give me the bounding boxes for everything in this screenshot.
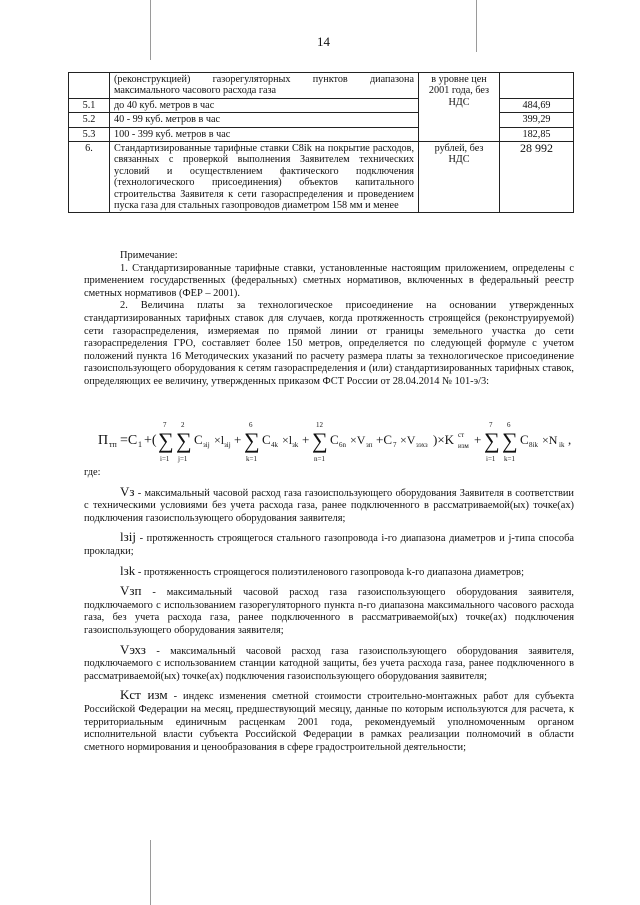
- svg-text:С: С: [262, 432, 271, 447]
- table-cell-unit: в уровне цен 2001 года, без НДС: [419, 73, 500, 142]
- table-cell-desc: до 40 куб. метров в час: [110, 98, 419, 112]
- definition-vzp: Vзп - максимальный часовой расход газа газоиспользующего оборудования заявителя, подключаемого с использованием газорегуляторного пункта n-го диапазона максимального часового расхода газа, без учета расхода газа, ранее подключенного в рассматриваемой(ых) точке(ах) подключения газоиспользующего оборудования заявителя;: [84, 583, 574, 636]
- svg-text:ст: ст: [458, 431, 465, 439]
- svg-text:зij: зij: [224, 441, 231, 449]
- svg-text:∑: ∑: [312, 428, 328, 453]
- svg-text:+: +: [474, 432, 482, 447]
- svg-text:=С: =С: [120, 433, 138, 448]
- scan-artifact-top-right: [476, 0, 477, 52]
- svg-text:7: 7: [489, 421, 493, 429]
- svg-text:×N: ×N: [542, 433, 558, 447]
- svg-text:изм: изм: [458, 442, 469, 450]
- note-paragraph-2: 2. Величина платы за технологическое присоединение на основании утвержденных стандартизированных тарифных ставок для случаев, когда протяженность строящейся (реконструируемой) сети газораспределения, измеряемая по прямой линии от границы земельного участка до сети газораспределения ГРО, составляет более 150 метров, определяется по следующей формуле с учетом положений пункта 16 Методических указаний по расчету размера платы за технологическое присоединение газоиспользующего оборудования к сетям газораспределения и (или) стандартизированных тарифных ставок, определяющих ее величину, утвержденных приказом ФСТ России от 28.04.2014 № 101-э/3:: [84, 300, 574, 387]
- svg-text:+: +: [302, 432, 310, 447]
- svg-text:×l: ×l: [214, 433, 225, 447]
- svg-text:зk: зk: [292, 441, 299, 449]
- definition-vz: Vз - максимальный часовой расход газа газоиспользующего оборудования Заявителя в соответствии с техническими условиями без учета расхода газа, ранее подключенного в рассматриваемой(ых) точке(ах) подключения газоиспользующего оборудования заявителя;: [84, 483, 574, 524]
- svg-text:∑: ∑: [158, 428, 174, 453]
- svg-text:зп: зп: [366, 441, 373, 449]
- svg-text:+: +: [234, 432, 242, 447]
- svg-text:7: 7: [163, 421, 167, 429]
- table-cell-price: 399,29: [500, 113, 574, 127]
- svg-text:6n: 6n: [339, 441, 346, 449]
- definition-lzk: lзk - протяженность строящегося полиэтиленового газопровода k-го диапазона диаметров;: [120, 562, 524, 578]
- svg-text:∑: ∑: [176, 428, 192, 453]
- symbol-vzp: Vзп: [120, 583, 142, 599]
- svg-text:1: 1: [138, 440, 142, 449]
- svg-text:12: 12: [316, 421, 323, 429]
- table-cell-desc: (реконструкцией) газорегуляторных пунктов диапазона максимального часового расхода газа: [110, 73, 419, 99]
- svg-text:+С: +С: [376, 432, 393, 447]
- svg-text:6: 6: [507, 421, 511, 429]
- svg-text:)×K: )×K: [433, 432, 455, 447]
- table-cell-price: 182,85: [500, 127, 574, 141]
- notes-block: [84, 250, 574, 389]
- symbol-lzk: lзk: [120, 562, 136, 578]
- definition-lzij: lзij - протяженность строящегося стального газопровода i-го диапазона диаметров и j-типа способа прокладки;: [84, 529, 574, 557]
- symbol-vehz: Vэхз: [120, 641, 146, 657]
- svg-text:8ik: 8ik: [529, 441, 538, 449]
- table-cell-price: 484,69: [500, 98, 574, 112]
- tariff-table: [68, 72, 574, 213]
- svg-text:∑: ∑: [244, 428, 260, 453]
- svg-text:С: С: [330, 432, 339, 447]
- table-cell-desc: 40 - 99 куб. метров в час: [110, 113, 419, 127]
- where-label: где:: [84, 467, 101, 478]
- svg-text:×l: ×l: [282, 433, 293, 447]
- definition-vehz: Vэхз - максимальный часовой расход газа газоиспользующего оборудования заявителя, подключаемого с использованием станции катодной защиты, без учета расхода газа, ранее подключенного в рассматриваемой(ых) точке(ах) подключения газоиспользующего оборудования заявителя;: [84, 641, 574, 682]
- table-cell-num: 6.: [69, 142, 110, 213]
- svg-text:+(: +(: [144, 433, 157, 448]
- svg-text:∑: ∑: [502, 428, 518, 453]
- svg-text:∑: ∑: [484, 428, 500, 453]
- definition-kst: Kст изм - индекс изменения сметной стоимости строительно-монтажных работ для субъекта Российской Федерации на месяц, предшествующий месяцу, данные по которым используются для расчета, к территориальным единичным расценкам 2001 года, рекомендуемый уполномоченным органом исполнительной власти субъекта Российской Федерации в рамках реализации полномочий в области сметного нормирования и ценообразования в сфере градостроительной деятельности;: [84, 687, 574, 753]
- notes-heading: Примечание:: [120, 250, 178, 261]
- note-paragraph-1: 1. Стандартизированные тарифные ставки, установленные настоящим приложением, определены с применением государственных (федеральных) сметных нормативов, включенных в федеральный реестр сметных нормативов (ФЕР – 2001).: [84, 262, 574, 299]
- svg-text:,: ,: [568, 432, 572, 447]
- svg-text:n=1: n=1: [314, 455, 325, 463]
- svg-text:зэхз: зэхз: [416, 441, 428, 449]
- svg-text:П: П: [98, 433, 109, 448]
- svg-text:i=1: i=1: [486, 455, 496, 463]
- definitions-block: [84, 467, 574, 754]
- svg-text:4k: 4k: [271, 441, 278, 449]
- svg-text:k=1: k=1: [246, 455, 257, 463]
- payment-formula: [96, 417, 596, 463]
- svg-text:j=1: j=1: [178, 455, 188, 463]
- svg-text:k=1: k=1: [504, 455, 515, 463]
- table-cell-num: [69, 73, 110, 99]
- svg-text:6: 6: [249, 421, 253, 429]
- table-cell-unit: рублей, без НДС: [419, 142, 500, 213]
- table-row: [69, 142, 574, 213]
- svg-text:ik: ik: [559, 441, 565, 449]
- scan-artifact-top: [150, 0, 151, 60]
- table-cell-desc: Стандартизированные тарифные ставки C8ik на покрытие расходов, связанных с проверкой выполнения Заявителем технических условий и осуществлением фактического подключения (технологического присоединения) объектов капитального строительства Заявителя к сети газораспределения и проведением пуска газа для стальных газопроводов диаметром 158 мм и менее: [110, 142, 419, 213]
- svg-text:2: 2: [181, 421, 185, 429]
- table-cell-num: 5.1: [69, 98, 110, 112]
- table-cell-num: 5.2: [69, 113, 110, 127]
- page-number: 14: [317, 34, 330, 49]
- svg-text:С: С: [194, 432, 203, 447]
- svg-text:зij: зij: [203, 441, 210, 449]
- table-cell-price: 28 992: [500, 142, 574, 213]
- symbol-kst: Kст изм: [120, 687, 168, 703]
- symbol-vz: Vз: [120, 483, 135, 499]
- scan-artifact-bottom: [150, 840, 151, 905]
- svg-text:7: 7: [393, 441, 397, 449]
- svg-text:×V: ×V: [350, 433, 366, 447]
- table-row: [69, 73, 574, 99]
- svg-text:i=1: i=1: [160, 455, 170, 463]
- table-cell-price: [500, 73, 574, 99]
- table-cell-desc: 100 - 399 куб. метров в час: [110, 127, 419, 141]
- svg-text:тп: тп: [109, 440, 117, 449]
- svg-text:×V: ×V: [400, 433, 416, 447]
- symbol-lzij: lзij: [120, 529, 136, 545]
- table-cell-num: 5.3: [69, 127, 110, 141]
- svg-text:С: С: [520, 432, 529, 447]
